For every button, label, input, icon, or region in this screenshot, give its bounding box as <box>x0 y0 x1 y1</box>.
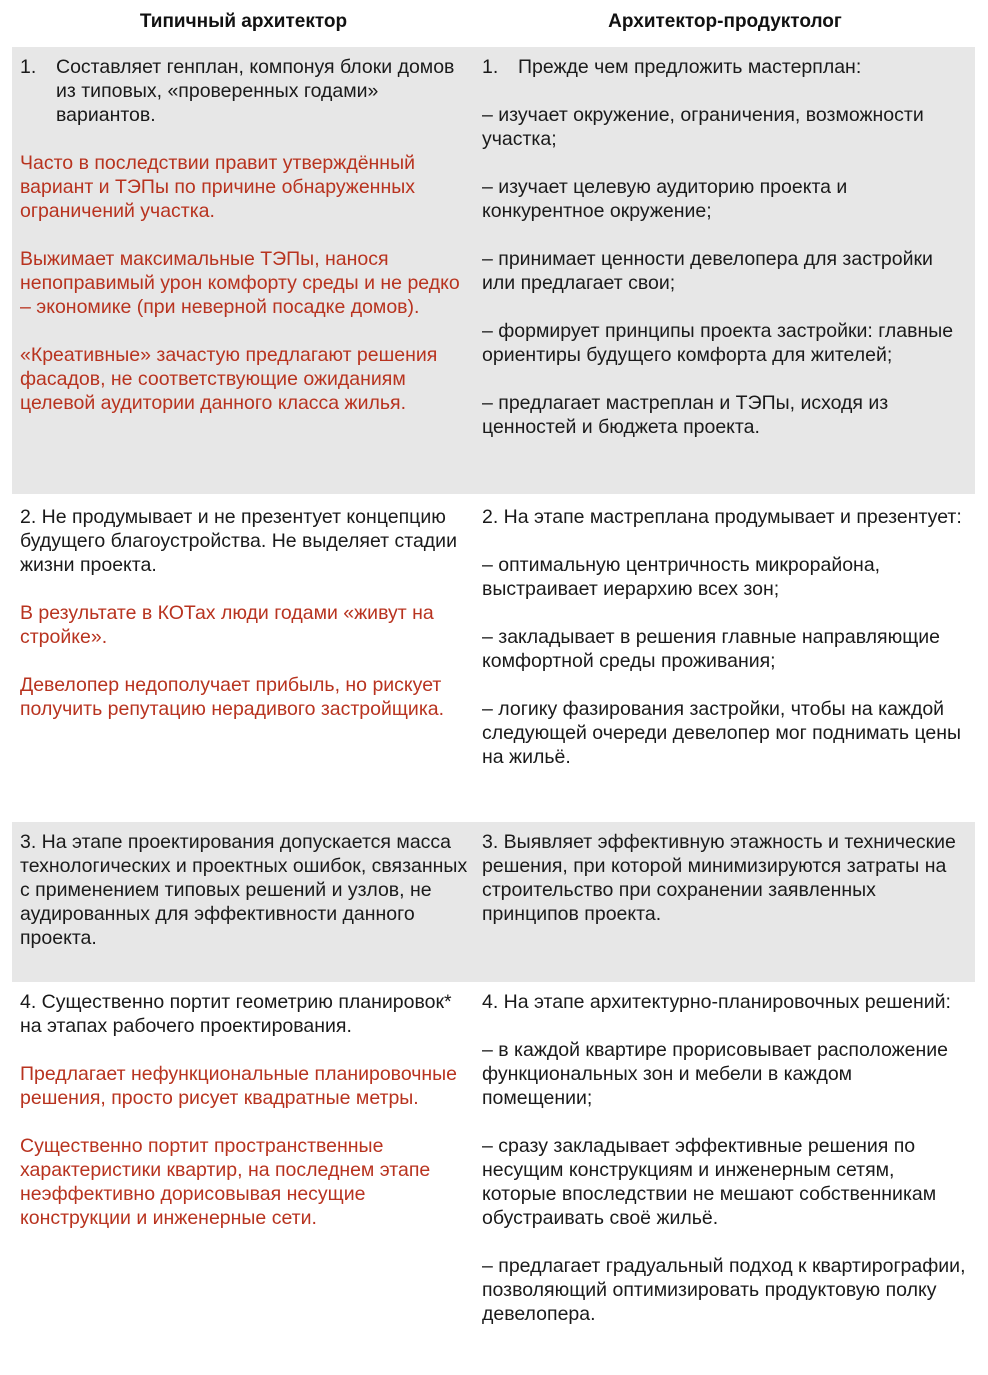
table-row-2 <box>12 497 975 822</box>
point-text: 3. Выявляет эффективную этажность и технические решения, при которой минимизируются затраты на строительство при сохранении заявленных принципов проекта. <box>482 831 956 925</box>
cell-product-1 <box>482 55 967 439</box>
item-number: 1. <box>482 56 499 78</box>
consequence-text: Предлагает нефункциональные планировочные решения, просто рисует квадратные метры. <box>20 1063 458 1109</box>
list-item: – предлагает градуальный подход к квартирографии, позволяющий оптимизировать продуктовую полку девелопера. <box>482 1255 966 1325</box>
point-text: 4. На этапе архитектурно-планировочных решений: <box>482 991 951 1013</box>
cell-product-4 <box>482 990 967 1326</box>
point-typical-1 <box>20 55 470 127</box>
cell-typical-1 <box>20 55 470 415</box>
list-item: – предлагает мастреплан и ТЭПы, исходя из ценностей и бюджета проекта. <box>482 392 889 438</box>
list-item: – принимает ценности девелопера для застройки или предлагает свои; <box>482 248 933 294</box>
table-header <box>0 0 988 46</box>
point-text: 4. Существенно портит геометрию планировок* на этапах рабочего проектирования. <box>20 991 452 1037</box>
list-item: – изучает окружение, ограничения, возможности участка; <box>482 104 924 150</box>
table-row-4 <box>12 982 975 1375</box>
consequence-text: Выжимает максимальные ТЭПы, нанося непоправимый урон комфорту среды и не редко – экономике (при неверной посадке домов). <box>20 248 460 318</box>
list-item: – сразу закладывает эффективные решения по несущим конструкциям и инженерным сетям, которые впоследствии не мешают собственникам обустраивать своё жильё. <box>482 1135 937 1229</box>
point-text: 3. На этапе проектирования допускается масса технологических и проектных ошибок, связанных с применением типовых решений и узлов, не аудированных для эффективности данного проекта. <box>20 831 468 949</box>
point-text: 2. На этапе мастреплана продумывает и презентует: <box>482 506 962 528</box>
consequence-text: Существенно портит пространственные характеристики квартир, на последнем этапе неэффективно дорисовывая несущие конструкции и инженерные сети. <box>20 1135 431 1229</box>
point-text: Прежде чем предложить мастерплан: <box>518 56 862 78</box>
cell-typical-3 <box>20 830 470 950</box>
list-item: – закладывает в решения главные направляющие комфортной среды проживания; <box>482 626 940 672</box>
cell-product-2 <box>482 505 967 769</box>
list-item: – изучает целевую аудиторию проекта и конкурентное окружение; <box>482 176 848 222</box>
cell-typical-4 <box>20 990 470 1230</box>
consequence-text: В результате в КОТах люди годами «живут на стройке». <box>20 602 434 648</box>
point-text: Составляет генплан, компонуя блоки домов из типовых, «проверенных годами» вариантов. <box>56 56 455 126</box>
consequence-text: «Креативные» зачастую предлагают решения фасадов, не соответствующие ожиданиям целевой аудитории данного класса жилья. <box>20 344 438 414</box>
list-item: – логику фазирования застройки, чтобы на каждой следующей очереди девелопер мог поднимать цены на жильё. <box>482 698 962 768</box>
point-product-1 <box>482 55 967 79</box>
consequence-text: Часто в последствии правит утверждённый вариант и ТЭПы по причине обнаруженных ограничений участка. <box>20 152 415 222</box>
table-row-1 <box>12 47 975 494</box>
item-number: 1. <box>20 56 37 78</box>
list-item: – оптимальную центричность микрорайона, выстраивает иерархию всех зон; <box>482 554 881 600</box>
cell-typical-2 <box>20 505 470 721</box>
list-item: – формирует принципы проекта застройки: главные ориентиры будущего комфорта для жителей; <box>482 320 954 366</box>
consequence-text: Девелопер недополучает прибыль, но рискует получить репутацию нерадивого застройщика. <box>20 674 445 720</box>
column-title-product-architect: Архитектор-продуктолог <box>608 11 842 32</box>
list-item: – в каждой квартире прорисовывает расположение функциональных зон и мебели в каждом помещении; <box>482 1039 949 1109</box>
cell-product-3 <box>482 830 967 926</box>
point-text: 2. Не продумывает и не презентует концепцию будущего благоустройства. Не выделяет стадии жизни проекта. <box>20 506 457 576</box>
table-row-3 <box>12 822 975 982</box>
column-title-typical-architect: Типичный архитектор <box>139 11 348 32</box>
